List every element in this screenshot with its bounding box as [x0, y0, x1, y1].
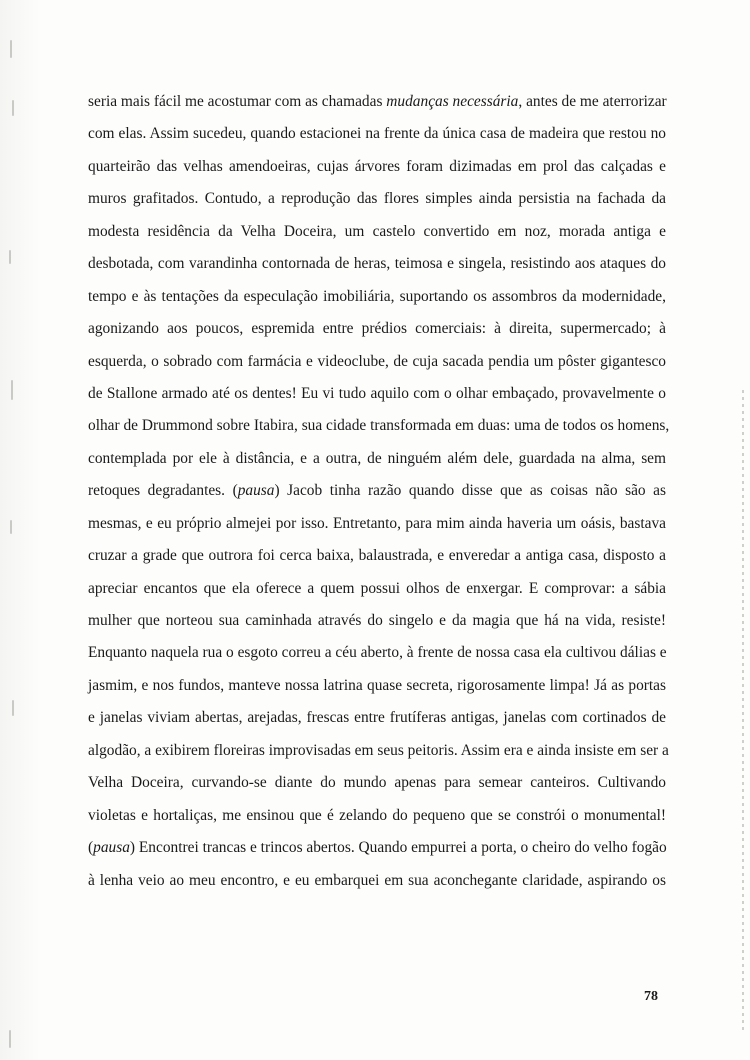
text-line	[88, 151, 666, 183]
scan-artifact	[11, 380, 13, 400]
text-line	[88, 735, 669, 767]
text-line	[88, 281, 666, 313]
text-segment: com elas. Assim sucedeu, quando estacionei na frente da única casa de madeira que restou no	[88, 125, 666, 143]
text-segment: , antes de me aterrorizar	[518, 93, 667, 110]
italic-text: mudanças necessária	[386, 93, 519, 110]
text-line	[88, 832, 666, 864]
text-line	[88, 573, 666, 605]
text-segment: retoques degradantes. (	[88, 482, 238, 500]
text-segment: Enquanto naquela rua o esgoto correu a céu aberto, à frente de nossa casa ela cultivou dálias e	[88, 644, 667, 662]
text-segment: mulher que norteou sua caminhada através do singelo e da magia que há na vida, resiste!	[88, 612, 666, 629]
body-text	[88, 86, 670, 897]
text-line	[88, 248, 666, 280]
text-line	[88, 702, 666, 734]
scan-edge-shadow	[0, 0, 40, 1060]
text-segment: apreciar encantos que ela oferece a quem possui olhos de enxergar. E comprovar: a sábia	[88, 579, 666, 597]
text-segment: de Stallone armado até os dentes! Eu vi tudo aquilo com o olhar embaçado, provavelmente o	[88, 384, 666, 402]
scan-artifact	[12, 100, 14, 116]
text-segment: tempo e às tentações da especulação imobiliária, suportando os assombros da modernidade,	[88, 287, 666, 305]
text-line	[88, 475, 666, 507]
text-line	[88, 637, 666, 669]
text-line	[88, 118, 666, 150]
text-segment: agonizando aos poucos, espremida entre prédios comerciais: à direita, supermercado; à	[88, 320, 666, 338]
text-segment: e janelas viviam abertas, arejadas, frescas entre frutíferas antigas, janelas com cortinados de	[88, 709, 666, 727]
text-line	[88, 540, 666, 572]
text-segment: desbotada, com varandinha contornada de heras, teimosa e singela, resistindo aos ataques do	[88, 255, 666, 273]
text-line	[88, 767, 666, 799]
text-line	[88, 800, 666, 832]
scan-artifact	[9, 1030, 11, 1048]
scan-artifact	[9, 250, 11, 264]
italic-text: pausa	[237, 482, 275, 500]
text-segment: ) Jacob tinha razão quando disse que as coisas não são as	[274, 482, 666, 500]
text-segment: Velha Doceira, curvando-se diante do mundo apenas para semear canteiros. Cultivando	[88, 774, 666, 792]
text-line	[88, 508, 666, 540]
text-line	[88, 86, 666, 118]
text-line	[88, 865, 666, 897]
text-line	[88, 313, 666, 345]
text-segment: esquerda, o sobrado com farmácia e videoclube, de cuja sacada pendia um pôster gigantesco	[88, 352, 666, 370]
text-segment: ) Encontrei trancas e trincos abertos. Quando empurrei a porta, o cheiro do velho fogão	[129, 839, 667, 857]
text-segment: violetas e hortaliças, me ensinou que é zelando do pequeno que se constrói o monumental!	[88, 806, 666, 824]
text-segment: jasmim, e nos fundos, manteve nossa latrina quase secreta, rigorosamente limpa! Já as portas	[88, 676, 666, 694]
text-segment: (	[88, 839, 94, 857]
text-line	[88, 346, 666, 378]
scan-artifact	[10, 520, 12, 534]
italic-text: pausa	[93, 839, 130, 857]
text-line	[88, 605, 666, 637]
scan-right-edge	[742, 390, 744, 1030]
text-segment: à lenha veio ao meu encontro, e eu embarquei em sua aconchegante claridade, aspirando os	[88, 871, 666, 889]
text-segment: algodão, a exibirem floreiras improvisadas em seus peitoris. Assim era e ainda insiste em ser a	[88, 741, 669, 759]
text-segment: seria mais fácil me acostumar com as chamadas	[88, 93, 387, 110]
text-line	[88, 183, 666, 215]
text-segment: mesmas, e eu próprio almejei por isso. Entretanto, para mim ainda haveria um oásis, bastava	[88, 514, 666, 532]
text-line	[88, 378, 666, 410]
text-segment: contemplada por ele à distância, e a outra, de ninguém além dele, guardada na alma, sem	[88, 449, 666, 467]
text-line	[88, 410, 670, 442]
page-number: 78	[644, 989, 658, 1004]
text-line	[88, 670, 666, 702]
text-line	[88, 216, 666, 248]
text-segment: modesta residência da Velha Doceira, um castelo convertido em noz, morada antiga e	[88, 222, 666, 240]
text-segment: muros grafitados. Contudo, a reprodução das flores simples ainda persistia na fachada da	[88, 190, 666, 208]
text-segment: olhar de Drummond sobre Itabira, sua cidade transformada em duas: uma de todos os homens,	[88, 417, 670, 435]
text-segment: cruzar a grade que outrora foi cerca baixa, balaustrada, e enveredar a antiga casa, disposto a	[88, 547, 666, 565]
scan-artifact	[10, 40, 12, 58]
text-line	[88, 443, 666, 475]
scan-artifact	[12, 700, 14, 716]
text-segment: quarteirão das velhas amendoeiras, cujas árvores foram dizimadas em prol das calçadas e	[88, 157, 666, 175]
